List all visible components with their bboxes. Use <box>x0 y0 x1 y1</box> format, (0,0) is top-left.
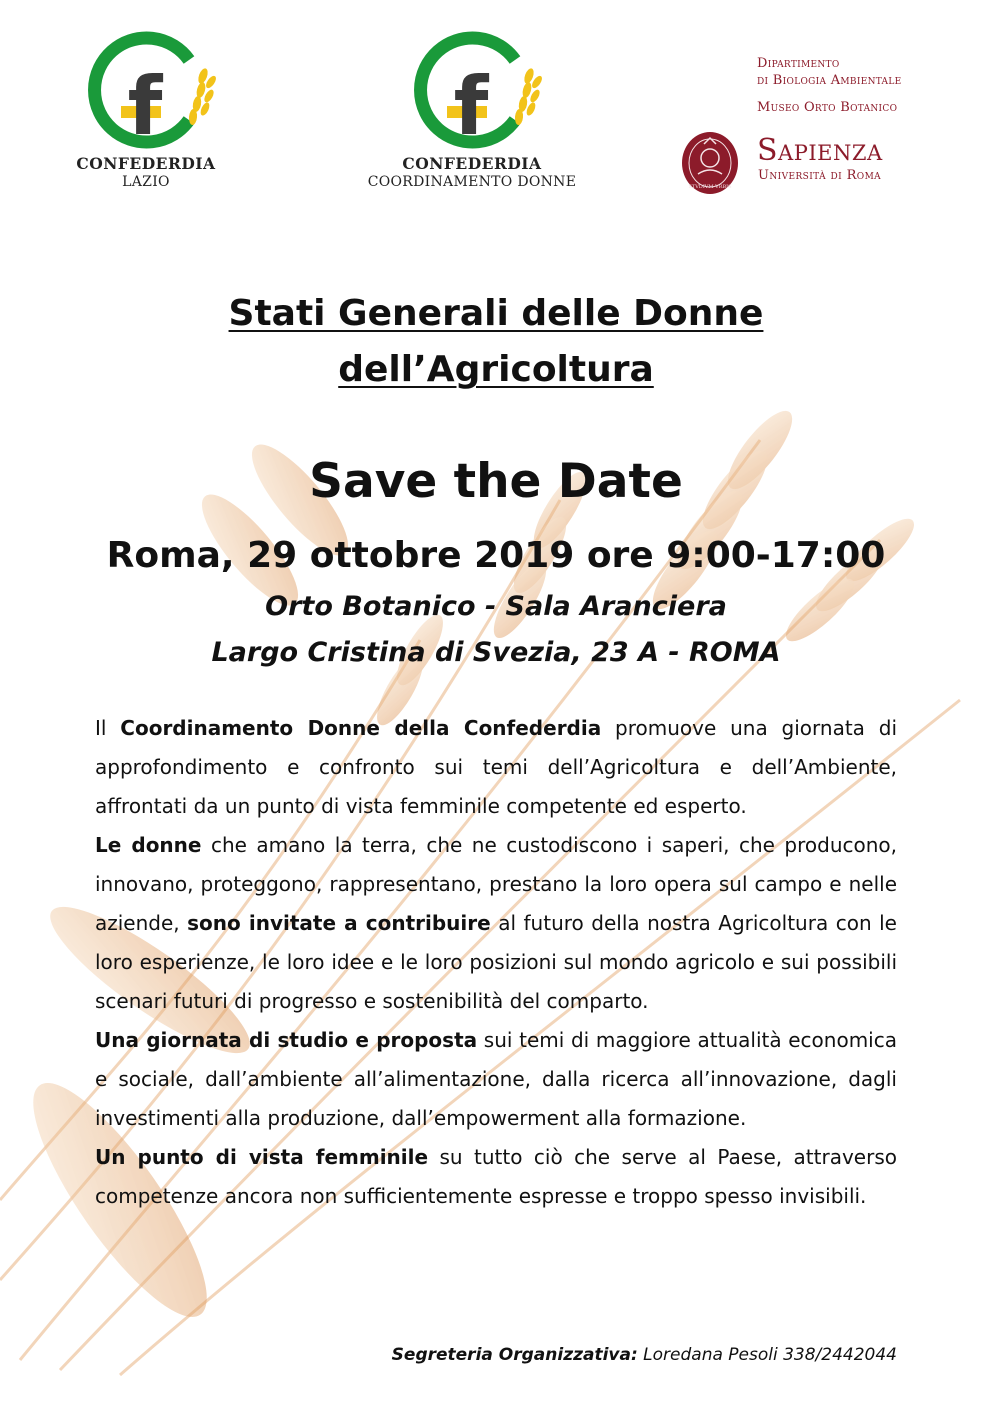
sapienza-wordmark: Sapienza <box>757 133 883 168</box>
footer-label: Segreteria Organizzativa: <box>391 1345 638 1365</box>
p1-text: Il <box>95 716 121 740</box>
confederdia-lazio-logo <box>62 30 230 190</box>
paragraph-1 <box>95 709 897 826</box>
paragraph-3 <box>95 1021 897 1138</box>
confederdia-lazio-name: CONFEDERDIA <box>76 154 216 173</box>
save-the-date: Save the Date <box>309 454 683 509</box>
event-date: Roma, 29 ottobre 2019 ore 9:00-17:00 <box>106 535 886 576</box>
svg-text:STVDIVM VRBIS: STVDIVM VRBIS <box>688 184 732 190</box>
confederdia-emblem-icon <box>71 30 221 150</box>
department-line-1: Dipartimento <box>757 56 840 71</box>
p2-text: al futuro della nostra Agricoltura con le loro esperienze, le loro idee e le loro posizioni sul mondo agricolo e sui possibili scenari futuri di progresso e sostenibilità del comparto. <box>95 911 897 1013</box>
p2-text: che amano la terra, che ne custodiscono i saperi, che producono, innovano, proteggono, rappresentano, prestano la loro opera sul campo e nelle aziende, <box>95 833 898 935</box>
p2-bold: sono invitate a contribuire <box>187 911 491 935</box>
confederdia-lazio-sub: LAZIO <box>122 174 170 190</box>
sapienza-university: Università di Roma <box>758 168 882 183</box>
svg-text:f: f <box>453 60 489 150</box>
sapienza-seal-icon <box>680 130 740 196</box>
sapienza-block <box>680 55 970 200</box>
body-text <box>95 709 897 1216</box>
p3-bold: Una giornata di studio e proposta <box>95 1028 478 1052</box>
svg-text:f: f <box>127 60 163 150</box>
paragraph-2 <box>95 826 897 1021</box>
department-line-2: di Biologia Ambientale <box>757 73 902 88</box>
museo-orto-botanico: Museo Orto Botanico <box>757 100 898 115</box>
p1-bold: Coordinamento Donne della Confederdia <box>120 716 602 740</box>
p3-text: sui temi di maggiore attualità economica e sociale, dall’ambiente all’alimentazione, dalla ricerca all’innovazione, dagli investimenti alla produzione, dall’empowerment alla formazione. <box>95 1028 897 1130</box>
venue-line-2: Largo Cristina di Svezia, 23 A - ROMA <box>211 637 781 668</box>
p4-text: su tutto ciò che serve al Paese, attraverso competenze ancora non sufficientemente espresse e troppo spesso invisibili. <box>95 1145 897 1208</box>
p1-text: promuove una giornata di approfondimento e confronto sui temi dell’Agricoltura e dell’Ambiente, affrontati da un punto di vista femminile competente ed esperto. <box>95 716 897 818</box>
footer-contact <box>392 1345 897 1365</box>
confederdia-donne-logo <box>338 30 606 190</box>
venue-line-1: Orto Botanico - Sala Aranciera <box>265 591 727 622</box>
p2-bold: Le donne <box>95 833 202 857</box>
confederdia-donne-name: CONFEDERDIA <box>402 154 542 173</box>
footer-contact-name: Loredana Pesoli 338/2442044 <box>637 1345 897 1365</box>
confederdia-emblem-icon <box>397 30 547 150</box>
paragraph-4 <box>95 1138 897 1216</box>
confederdia-donne-sub: COORDINAMENTO DONNE <box>367 174 577 190</box>
sapienza-logo <box>680 130 970 200</box>
title-line-2: dell’Agricoltura <box>338 349 654 390</box>
p4-bold: Un punto di vista femminile <box>95 1145 429 1169</box>
title-line-1: Stati Generali delle Donne <box>228 293 764 334</box>
